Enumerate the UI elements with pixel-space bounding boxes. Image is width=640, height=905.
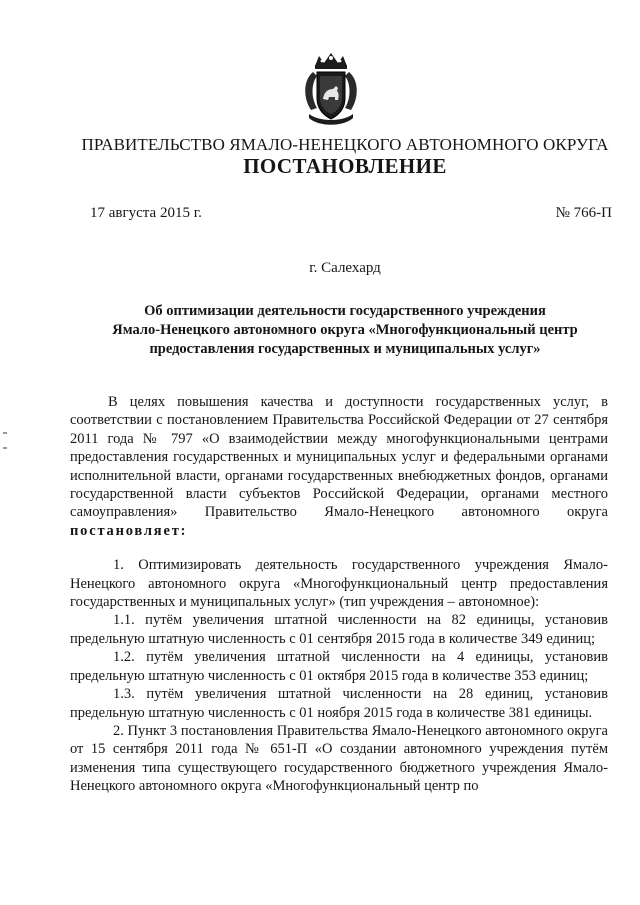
item-1-3: 1.3. путём увеличения штатной численности на 28 единиц, установив предельную штатную численность с 01 ноября 2015 года в количестве 381 единицы. [70,686,608,721]
document-city: г. Салехард [309,260,381,276]
subject-line: предоставления государственных и муниципальных услуг» [149,341,541,357]
resolves-colon: : [180,522,186,539]
document-subject [60,302,630,359]
scan-artifact [3,432,7,434]
document-date: 17 августа 2015 г. [90,205,202,221]
item-1-2: 1.2. путём увеличения штатной численности на 4 единицы, установив предельную штатную численность с 01 октября 2015 года в количестве 353 единиц; [70,649,608,684]
coat-of-arms-icon [301,52,361,130]
subject-line: Об оптимизации деятельности государственного учреждения [144,303,546,319]
preamble-paragraph [70,393,608,540]
resolves-word: постановляет [70,522,181,539]
document-type: ПОСТАНОВЛЕНИЕ [243,154,447,178]
preamble-text: В целях повышения качества и доступности государственных услуг, в соответствии с постановлением Правительства Российской Федерации от 27 сентября 2011 года № 797 «О взаимодействии между многофункциональными центрами предоставления государственных и муниципальных услуг и федеральными органами исполнительной власти, органами государственных внебюджетных фондов, органами государственной власти субъектов Российской Федерации, органами местного самоуправления» Правительство Ямало-Ненецкого автономного округа [70,394,608,521]
subject-line: Ямало-Ненецкого автономного округа «Многофункциональный центр [112,322,578,338]
document-number: № 766-П [555,205,612,221]
scan-artifact [3,447,7,449]
government-title: ПРАВИТЕЛЬСТВО ЯМАЛО-НЕНЕЦКОГО АВТОНОМНОГО ОКРУГА [81,135,609,154]
item-2: 2. Пункт 3 постановления Правительства Ямало-Ненецкого автономного округа от 15 сентября 2011 года № 651-П «О создании автономного учреждения путём изменения типа существующего государственного бюджетного учреждения Ямало-Ненецкого автономного округа «Многофункциональный центр по [70,722,608,795]
item-1: 1. Оптимизировать деятельность государственного учреждения Ямало-Ненецкого автономного округа «Многофункциональный центр предоставления государственных и муниципальных услуг» (тип учреждения – автономное): [70,557,608,611]
document-body [70,393,608,796]
item-1-1: 1.1. путём увеличения штатной численности на 82 единицы, установив предельную штатную численность с 01 сентября 2015 года в количестве 349 единиц; [70,612,608,647]
